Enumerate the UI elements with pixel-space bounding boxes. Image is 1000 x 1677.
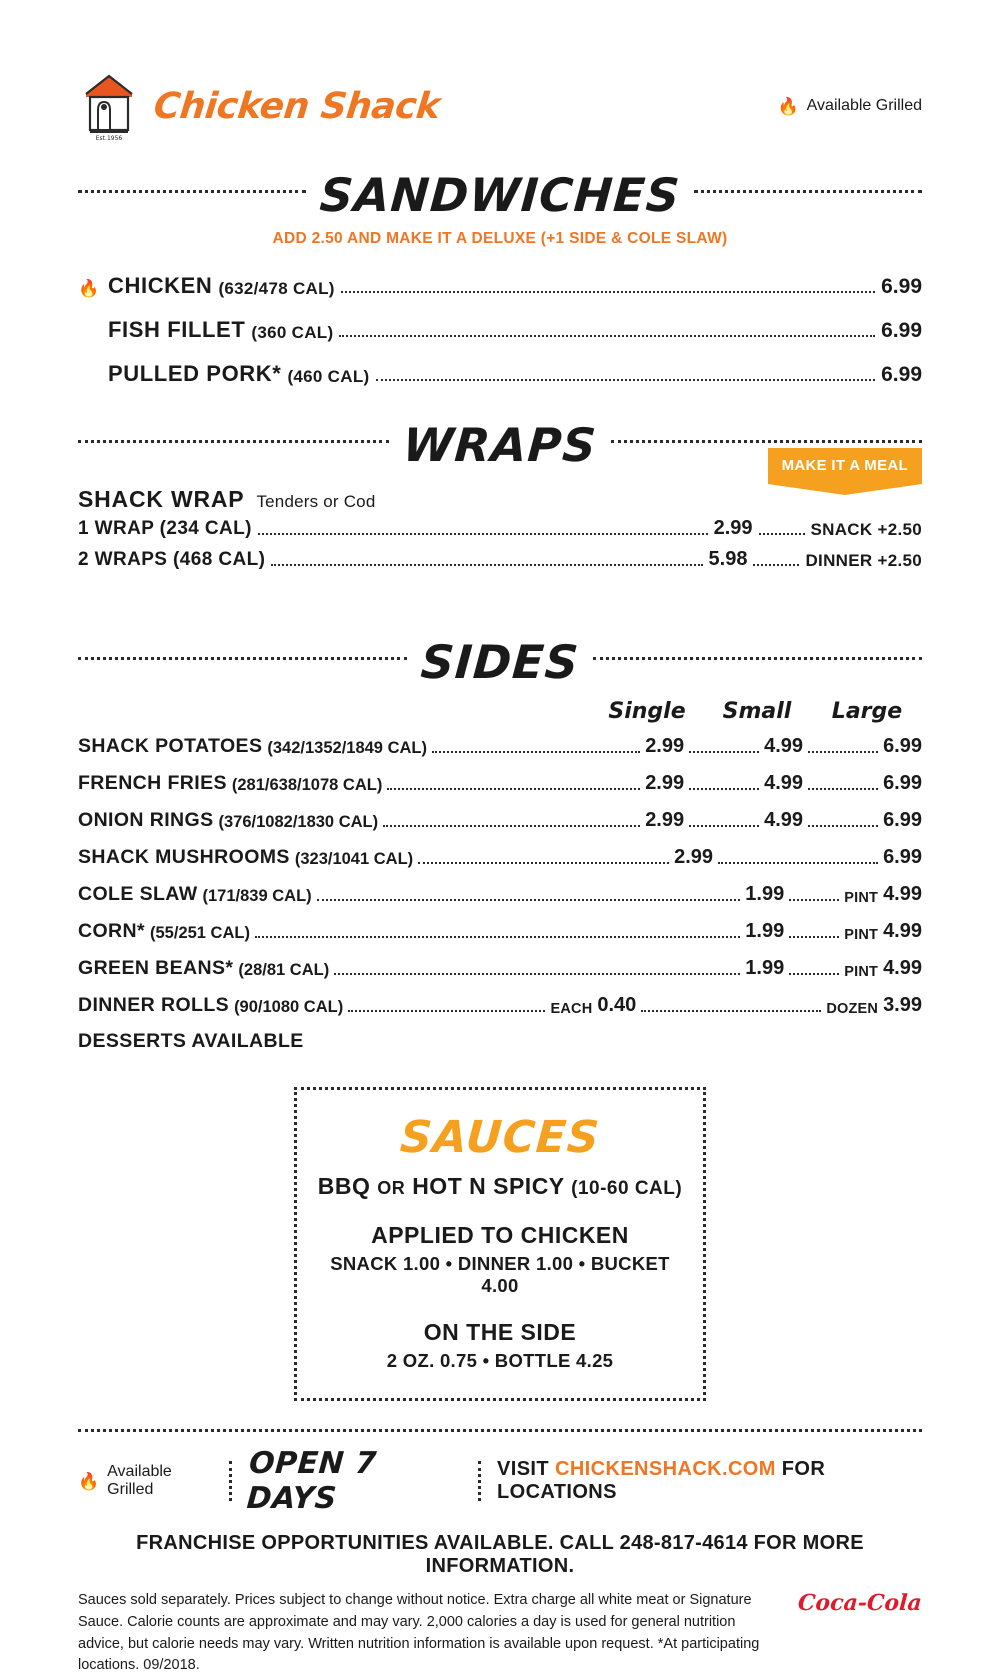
item-name: 1 WRAP (234 CAL) bbox=[78, 518, 252, 539]
price-single: 2.99 bbox=[645, 772, 685, 794]
price-large: 6.99 bbox=[883, 772, 922, 794]
dot-leader bbox=[334, 973, 740, 975]
price-small: 4.99 bbox=[764, 809, 804, 831]
dotted-rule-right bbox=[694, 190, 922, 193]
price-single: 2.99 bbox=[645, 735, 685, 757]
dot-leader bbox=[808, 788, 878, 790]
footer-strip bbox=[0, 1432, 1000, 1516]
dot-leader bbox=[808, 825, 878, 827]
price-unit-large: DOZEN bbox=[826, 1001, 879, 1017]
legal-disclaimer: Sauces sold separately. Prices subject to change without notice. Extra charge all white meat or Signature Sauce. Calorie counts are approximate and may vary. 2,000 calories a day is used for general nutrition advice, but calorie needs may vary. Written nutrition information is available upon request. *At participating locations. 09/2018. bbox=[78, 1592, 760, 1674]
available-grilled-header bbox=[778, 97, 923, 115]
item-calories: (323/1041 CAL) bbox=[294, 850, 414, 868]
website-link[interactable]: CHICKENSHACK.COM bbox=[554, 1458, 776, 1480]
item-price: 6.99 bbox=[881, 319, 922, 342]
item-calories: (28/81 CAL) bbox=[238, 961, 330, 979]
item-calories: (376/1082/1830 CAL) bbox=[218, 813, 379, 831]
item-name: PULLED PORK* bbox=[108, 361, 282, 386]
vertical-divider bbox=[229, 1461, 232, 1501]
sandwiches-section-head bbox=[0, 168, 1000, 222]
legal-area bbox=[0, 1578, 1000, 1677]
item-upsell: DINNER +2.50 bbox=[805, 551, 922, 570]
dot-leader bbox=[759, 533, 805, 535]
dot-leader bbox=[255, 936, 740, 938]
item-name: COLE SLAW bbox=[78, 883, 198, 905]
coca-cola-logo: Coca-Cola bbox=[797, 1590, 923, 1616]
item-calories: (171/839 CAL) bbox=[202, 887, 312, 905]
sauce-side-prices: 2 OZ. 0.75 • BOTTLE 4.25 bbox=[386, 1350, 614, 1371]
price-unit-large: PINT bbox=[844, 964, 879, 980]
table-row bbox=[78, 839, 922, 876]
sauce-applied-heading: APPLIED TO CHICKEN bbox=[371, 1222, 629, 1248]
dot-leader bbox=[789, 899, 839, 901]
sandwiches-title: SANDWICHES bbox=[318, 168, 682, 222]
dot-leader bbox=[348, 1010, 545, 1012]
brand-name: Chicken Shack bbox=[151, 85, 442, 127]
franchise-line: FRANCHISE OPPORTUNITIES AVAILABLE. CALL 248-817-4614 FOR MORE INFORMATION. bbox=[136, 1532, 864, 1577]
svg-text:Est.1956: Est.1956 bbox=[95, 135, 123, 142]
sauce-applied-prices: SNACK 1.00 • DINNER 1.00 • BUCKET 4.00 bbox=[330, 1253, 670, 1296]
brand-lockup bbox=[78, 70, 440, 142]
price-unit-large: PINT bbox=[844, 927, 879, 943]
dot-leader bbox=[317, 899, 741, 901]
column-header-small: Small bbox=[722, 699, 792, 724]
sides-section-head bbox=[0, 635, 1000, 689]
table-row bbox=[78, 802, 922, 839]
item-name: GREEN BEANS* bbox=[78, 957, 234, 979]
dotted-rule-right bbox=[611, 440, 922, 443]
price-single: 2.99 bbox=[674, 846, 714, 868]
dot-leader bbox=[271, 564, 702, 566]
item-calories: (360 CAL) bbox=[251, 323, 334, 342]
price-unit-single: EACH bbox=[550, 1001, 593, 1017]
item-calories: (460 CAL) bbox=[287, 367, 370, 386]
item-name: SHACK POTATOES bbox=[78, 735, 263, 757]
item-calories: (281/638/1078 CAL) bbox=[231, 776, 383, 794]
table-row bbox=[78, 950, 922, 987]
dot-leader bbox=[418, 862, 669, 864]
item-calories: (342/1352/1849 CAL) bbox=[267, 739, 427, 757]
column-header-single: Single bbox=[608, 699, 686, 724]
wraps-title: WRAPS bbox=[401, 418, 599, 472]
price-large: 4.99 bbox=[883, 920, 922, 942]
item-name: DINNER ROLLS bbox=[78, 994, 230, 1016]
item-name: CORN* bbox=[78, 920, 146, 942]
visit-suffix: FOR LOCATIONS bbox=[497, 1458, 826, 1503]
available-grilled-label: Available Grilled bbox=[107, 1463, 172, 1498]
dotted-rule-left bbox=[78, 190, 306, 193]
sauce-side-heading: ON THE SIDE bbox=[423, 1319, 577, 1345]
price-large: 4.99 bbox=[883, 883, 922, 905]
dot-leader bbox=[689, 825, 759, 827]
available-grilled-label: Available Grilled bbox=[806, 97, 922, 114]
price-large: 6.99 bbox=[883, 846, 922, 868]
price-single: 1.99 bbox=[745, 883, 785, 905]
sauces-box bbox=[294, 1087, 706, 1401]
price-unit-large: PINT bbox=[844, 890, 879, 906]
item-price: 5.98 bbox=[708, 548, 748, 570]
menu-item-row bbox=[78, 264, 922, 308]
dotted-rule-right bbox=[593, 657, 922, 660]
price-large: 6.99 bbox=[883, 735, 922, 757]
dotted-rule-left bbox=[78, 657, 407, 660]
item-upsell: SNACK +2.50 bbox=[810, 520, 922, 539]
sides-title: SIDES bbox=[419, 635, 581, 689]
wraps-block bbox=[0, 457, 1000, 575]
dot-leader bbox=[376, 379, 876, 381]
price-single: 1.99 bbox=[745, 957, 785, 979]
shack-wrap-heading bbox=[78, 486, 922, 513]
item-subtext: Tenders or Cod bbox=[256, 492, 376, 511]
dot-leader bbox=[432, 751, 640, 753]
table-row bbox=[78, 987, 922, 1024]
item-price: 6.99 bbox=[881, 363, 922, 386]
flame-icon: 🔥 bbox=[78, 1471, 100, 1491]
sauce-or: OR bbox=[377, 1178, 406, 1198]
price-large: 3.99 bbox=[883, 994, 922, 1016]
dot-leader bbox=[718, 862, 878, 864]
table-row bbox=[78, 765, 922, 802]
dot-leader bbox=[387, 788, 640, 790]
sauce-flavors bbox=[315, 1173, 685, 1200]
flame-icon: 🔥 bbox=[78, 279, 100, 298]
dot-leader bbox=[383, 825, 640, 827]
menu-item-row bbox=[78, 352, 922, 396]
sandwiches-list bbox=[0, 264, 1000, 396]
price-small: 4.99 bbox=[764, 772, 804, 794]
item-calories: (90/1080 CAL) bbox=[234, 998, 344, 1016]
price-large: 4.99 bbox=[883, 957, 922, 979]
table-row bbox=[78, 876, 922, 913]
visit-prefix: VISIT bbox=[497, 1458, 550, 1480]
sides-list bbox=[0, 728, 1000, 1024]
item-name: SHACK MUSHROOMS bbox=[78, 846, 290, 868]
dot-leader bbox=[339, 335, 875, 337]
column-header-large: Large bbox=[831, 699, 903, 724]
dot-leader bbox=[258, 533, 708, 535]
item-name: SHACK WRAP bbox=[78, 486, 245, 512]
dot-leader bbox=[689, 751, 759, 753]
dot-leader bbox=[341, 291, 875, 293]
dot-leader bbox=[753, 564, 799, 566]
table-row bbox=[78, 728, 922, 765]
shack-logo-icon bbox=[78, 70, 140, 142]
item-calories: (632/478 CAL) bbox=[218, 279, 335, 298]
price-single: 0.40 bbox=[597, 994, 637, 1016]
menu-item-row bbox=[78, 513, 922, 544]
dot-leader bbox=[641, 1010, 821, 1012]
price-single: 2.99 bbox=[645, 809, 685, 831]
make-it-a-meal-badge: MAKE IT A MEAL bbox=[768, 448, 922, 484]
item-price: 2.99 bbox=[713, 517, 753, 539]
available-grilled-footer bbox=[78, 1463, 213, 1499]
price-small: 4.99 bbox=[764, 735, 804, 757]
price-single: 1.99 bbox=[745, 920, 785, 942]
desserts-available-label: DESSERTS AVAILABLE bbox=[78, 1030, 304, 1052]
menu-item-row bbox=[78, 308, 922, 352]
item-name: CHICKEN bbox=[108, 273, 213, 298]
visit-website-line bbox=[497, 1458, 922, 1504]
dot-leader bbox=[789, 936, 839, 938]
item-calories: (55/251 CAL) bbox=[150, 924, 250, 942]
sauce-flavor-hot: HOT N SPICY bbox=[412, 1173, 565, 1199]
sandwiches-deluxe-note: ADD 2.50 AND MAKE IT A DELUXE (+1 SIDE & COLE SLAW) bbox=[272, 230, 728, 247]
dot-leader bbox=[689, 788, 759, 790]
item-price: 6.99 bbox=[881, 275, 922, 298]
sides-column-headers bbox=[0, 699, 1000, 724]
price-large: 6.99 bbox=[883, 809, 922, 831]
sauce-flavor-bbq: BBQ bbox=[317, 1173, 371, 1199]
dot-leader bbox=[808, 751, 878, 753]
dot-leader bbox=[789, 973, 839, 975]
menu-item-row bbox=[78, 544, 922, 575]
item-name: ONION RINGS bbox=[78, 809, 214, 831]
page-header bbox=[0, 0, 1000, 142]
dotted-rule-left bbox=[78, 440, 389, 443]
sauces-title: SAUCES bbox=[398, 1112, 602, 1163]
table-row bbox=[78, 913, 922, 950]
sauce-calories: (10-60 CAL) bbox=[571, 1178, 683, 1199]
open-7-days-label: OPEN 7 DAYS bbox=[245, 1446, 379, 1516]
item-name: FISH FILLET bbox=[108, 317, 246, 342]
item-name: 2 WRAPS (468 CAL) bbox=[78, 549, 266, 570]
item-name: FRENCH FRIES bbox=[78, 772, 227, 794]
vertical-divider bbox=[478, 1461, 481, 1501]
flame-icon: 🔥 bbox=[777, 96, 799, 116]
